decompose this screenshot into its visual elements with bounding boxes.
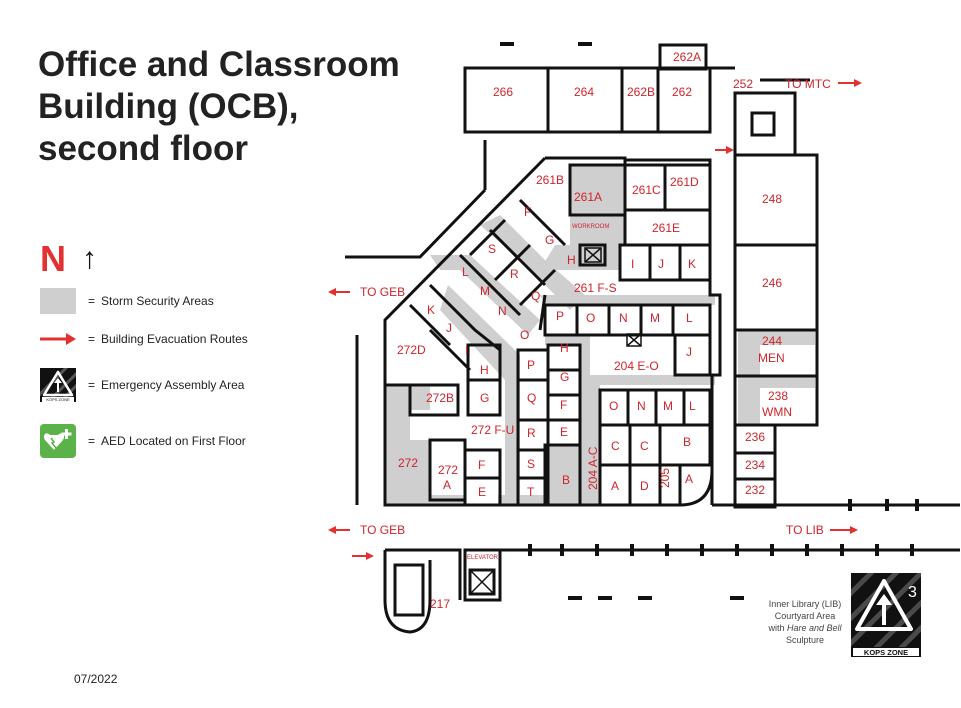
room-letter-n: N bbox=[498, 304, 507, 318]
room-letter-o3: O bbox=[609, 399, 619, 413]
room-261d: 261D bbox=[670, 175, 699, 189]
room-letter-n3: N bbox=[637, 399, 646, 413]
room-letter-j2: J bbox=[686, 345, 692, 359]
room-letter-m3: M bbox=[663, 399, 673, 413]
room-261c: 261C bbox=[632, 183, 661, 197]
legend-aed-label: AED Located on First Floor bbox=[101, 434, 246, 448]
room-217: 217 bbox=[430, 597, 451, 611]
room-letter-i: I bbox=[631, 257, 635, 271]
room-261fs: 261 F-S bbox=[574, 281, 617, 295]
room-letter-h: H bbox=[567, 253, 576, 267]
room-letter-h3: H bbox=[560, 341, 569, 355]
room-letter-a: A bbox=[611, 479, 620, 493]
room-262a: 262A bbox=[673, 50, 702, 64]
map-date: 07/2022 bbox=[74, 672, 118, 686]
room-262: 262 bbox=[672, 85, 693, 99]
room-248: 248 bbox=[762, 192, 783, 206]
room-letter-s2: S bbox=[527, 457, 536, 471]
north-arrow-icon: ↑ bbox=[82, 242, 97, 275]
kops-zone-label: KOPS ZONE bbox=[863, 648, 909, 657]
to-geb-top-label: TO GEB bbox=[360, 285, 406, 299]
room-letter-r2: R bbox=[527, 426, 536, 440]
legend-storm-label: Storm Security Areas bbox=[101, 294, 214, 308]
room-letter-g2: G bbox=[480, 391, 490, 405]
kops-zone-badge-icon bbox=[851, 573, 921, 657]
legend-assembly: KOPS ZONE = Emergency Assembly Area bbox=[40, 368, 244, 402]
room-letter-o2: O bbox=[586, 311, 596, 325]
room-261e: 261E bbox=[652, 221, 681, 235]
room-205: 205 bbox=[658, 467, 672, 488]
room-letter-h2: H bbox=[480, 363, 489, 377]
kops-zone-badge bbox=[851, 573, 921, 657]
room-letter-i2: I bbox=[465, 343, 469, 357]
kops-zone-number: 3 bbox=[908, 584, 917, 601]
room-wmn: WMN bbox=[762, 405, 792, 419]
room-letter-b: B bbox=[562, 473, 571, 487]
room-letter-n2: N bbox=[619, 311, 628, 325]
room-letter-l3: L bbox=[689, 399, 696, 413]
room-266: 266 bbox=[493, 85, 514, 99]
room-272a-letter: A bbox=[443, 478, 452, 492]
room-272b: 272B bbox=[426, 391, 455, 405]
legend-evac-label: Building Evacuation Routes bbox=[101, 332, 248, 346]
room-letter-q2: Q bbox=[527, 391, 537, 405]
room-letter-c: C bbox=[611, 439, 620, 453]
room-letter-m2: M bbox=[650, 311, 660, 325]
room-letter-t: T bbox=[527, 485, 535, 499]
room-244: 244 bbox=[762, 334, 783, 348]
to-lib-label: TO LIB bbox=[786, 523, 824, 537]
room-letter-e: E bbox=[560, 425, 569, 439]
room-204ac: 204 A-C bbox=[586, 446, 600, 490]
room-letter-l: L bbox=[462, 265, 469, 279]
room-labels bbox=[397, 50, 792, 611]
room-letter-g3: G bbox=[560, 370, 570, 384]
room-272: 272 bbox=[398, 456, 419, 470]
room-264: 264 bbox=[574, 85, 595, 99]
title-line-2: Building (OCB), bbox=[38, 87, 299, 126]
room-letter-p: P bbox=[556, 309, 565, 323]
room-204eo: 204 E-O bbox=[614, 359, 659, 373]
evac-arrow-217 bbox=[352, 552, 374, 560]
room-letter-b2: B bbox=[683, 435, 692, 449]
evac-arrow-geb-bottom bbox=[328, 526, 350, 534]
north-letter: N bbox=[40, 238, 66, 279]
room-letter-k: K bbox=[688, 257, 697, 271]
room-letter-r: R bbox=[510, 267, 519, 281]
evac-arrow-mtc bbox=[838, 79, 862, 87]
title-line-1: Office and Classroom bbox=[38, 45, 400, 84]
room-letter-j: J bbox=[658, 257, 664, 271]
evac-arrow-252 bbox=[715, 146, 734, 154]
room-262b: 262B bbox=[627, 85, 656, 99]
room-workroom: WORKROOM bbox=[572, 224, 610, 230]
room-letter-k2: K bbox=[427, 303, 436, 317]
room-letter-l2: L bbox=[686, 311, 693, 325]
legend-aed: = AED Located on First Floor bbox=[40, 424, 246, 458]
courtyard-note: Inner Library (LIB) Courtyard Area with Hare and Bell Sculpture bbox=[768, 599, 842, 645]
room-letter-f: F bbox=[524, 205, 532, 219]
to-mtc-label: TO MTC bbox=[785, 77, 831, 91]
room-272a-number: 272 bbox=[438, 463, 459, 477]
room-letter-p2: P bbox=[527, 358, 536, 372]
room-letter-a2: A bbox=[685, 472, 694, 486]
room-272d: 272D bbox=[397, 343, 426, 357]
room-232: 232 bbox=[745, 483, 766, 497]
room-letter-o: O bbox=[520, 328, 530, 342]
room-letter-d: D bbox=[640, 479, 649, 493]
legend-storm: = Storm Security Areas bbox=[40, 288, 214, 314]
room-246: 246 bbox=[762, 276, 783, 290]
room-261b: 261B bbox=[536, 173, 565, 187]
room-letter-f2: F bbox=[560, 398, 568, 412]
evac-arrow-geb-top bbox=[328, 288, 350, 296]
room-letter-q: Q bbox=[531, 289, 541, 303]
room-238: 238 bbox=[768, 389, 789, 403]
legend-assembly-label: Emergency Assembly Area bbox=[101, 378, 245, 392]
title-line-3: second floor bbox=[38, 129, 249, 168]
room-elevator: ELEVATOR bbox=[467, 555, 499, 561]
room-272fu: 272 F-U bbox=[471, 423, 515, 437]
room-letter-m: M bbox=[480, 284, 490, 298]
room-letter-e2: E bbox=[478, 485, 487, 499]
svg-text:KOPS ZONE: KOPS ZONE bbox=[46, 397, 70, 402]
room-men: MEN bbox=[758, 351, 785, 365]
room-letter-j3: J bbox=[446, 321, 452, 335]
room-letter-s: S bbox=[488, 242, 497, 256]
walls bbox=[345, 45, 960, 632]
to-geb-bottom-label: TO GEB bbox=[360, 523, 406, 537]
room-261a: 261A bbox=[574, 190, 603, 204]
room-234: 234 bbox=[745, 458, 766, 472]
room-252: 252 bbox=[733, 77, 754, 91]
room-letter-g: G bbox=[545, 233, 555, 247]
legend-evac: = Building Evacuation Routes bbox=[40, 332, 248, 346]
evac-arrow-lib bbox=[830, 526, 858, 534]
room-236: 236 bbox=[745, 430, 766, 444]
room-letter-c2: C bbox=[640, 439, 649, 453]
room-letter-f3: F bbox=[478, 458, 486, 472]
